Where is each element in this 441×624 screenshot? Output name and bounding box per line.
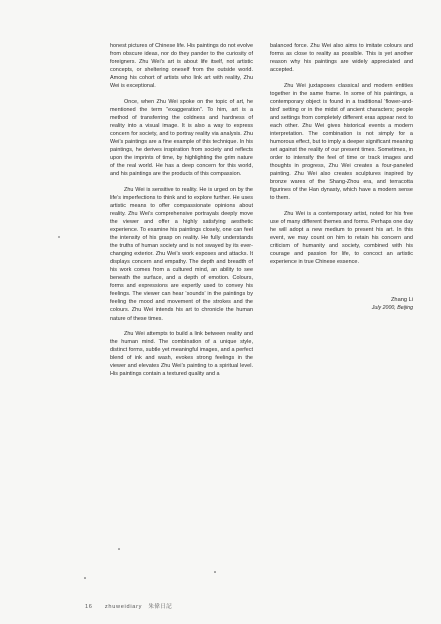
left-text-column [110,42,253,386]
signature-date: July 2000, Beijing [371,305,413,312]
left-paragraph-3: Zhu Wei is sensitive to reality. He is urged on by the life’s imperfections to think and to explore further. He uses artistic means to offer compassionate opinions about reality. Zhu Wei’s comprehensive portrayals deeply move the viewer and offer a highly satisfying aesthetic experience. To examine his paintings closely, one can feel the intensity of his grasp on reality. He fully understands the truths of human society and is not swayed by its ever-changing exterior. Zhu Wei’s work exposes and attacks. It displays concern and empathy. The depth and breadth of his work comes from a cultured mind, an ability to see beneath the surface, and a depth of emotion. Colours, forms and expressions are expertly used to convey his feelings. The viewer can hear ‘sounds’ in the paintings by feeling the mood and movement of the strokes and the colours. Zhu Wei intends his art to chronicle the human nature of these times. [110,186,253,322]
left-paragraph-2: Once, when Zhu Wei spoke on the topic of art, he mentioned the term “exaggeration”. To him, art is a method of transferring the coldness and hardness of reality into a visual image. It is also a way to express concern for society, and to portray reality via analysis. Zhu Wei’s paintings are a fine example of this technique. In his paintings, he derives inspiration from society and reflects upon the imprints of time, by highlighting the grim nature of the real world. He has a deep concern for this world, and his paintings are the products of this compassion. [110,98,253,178]
left-paragraph-4: Zhu Wei attempts to build a link between reality and the human mind. The combination of a unique style, distinct forms, subtle yet meaningful images, and a perfect blend of ink and wash, evokes strong feelings in the viewer and elevates Zhu Wei’s painting to a spiritual level. His paintings contain a textured quality and a [110,331,253,378]
left-paragraph-1: honest pictures of Chinese life. His paintings do not evolve from obscure ideas, nor do they pander to the curiosity of foreigners. Zhu Wei’s art is about life itself, not artistic concepts, or sheltering oneself from the outside world. Among his cohort of artists who link art with reality, Zhu Wei is exceptional. [110,43,253,90]
print-speck [118,548,120,550]
page-footer [85,602,172,610]
print-speck [84,577,86,579]
print-speck [58,236,60,238]
right-paragraph-3: Zhu Wei is a contemporary artist, noted for his free use of many different themes and forms. Perhaps one day he will adopt a new medium to present his art. In this event, we may count on him to retain his concern and criticism of humanity and society, combined with his courage and passion for life, to concoct an artistic experience in true Chinese essence. [270,210,413,266]
author-name: Zhang Li [390,297,413,304]
right-paragraph-1: balanced force. Zhu Wei also aims to imitate colours and forms as close to reality as possible. This is yet another reason why his paintings are widely appreciated and accepted. [270,43,413,74]
right-text-column [270,42,413,312]
publication-chinese-title: 朱偉日記 [148,604,172,610]
print-speck [214,571,216,573]
author-signature [270,296,413,312]
publication-title: zhuweidiary [104,604,143,610]
page-number: 16 [85,604,93,610]
right-paragraph-2: Zhu Wei juxtaposes classical and modern entities together in the same frame. In some of his paintings, a contemporary object is found in a traditional ‘flower-and-bird’ setting or in the midst of ancient characters; people and settings from completely different eras appear next to each other. Zhu Wei gives historical events a modern interpretation. The combination is not simply for a humorous effect, but to imply a deeper significant meaning set against the reality of our present times. Sometimes, in order to intensify the feel of time or track images and thoughts in progress, Zhu Wei creates a four-paneled painting. Zhu Wei also creates sculptures inspired by bronze wares of the Shang-Zhou era, and terracotta figurines of the Han dynasty, which have a modern sense to them. [270,82,413,202]
